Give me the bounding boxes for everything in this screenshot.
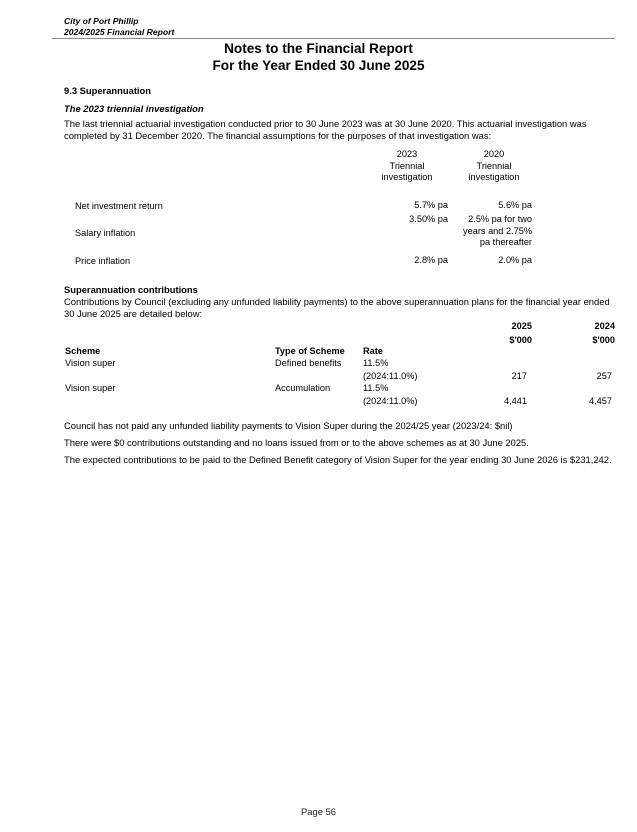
- page-title-line1: Notes to the Financial Report: [224, 41, 413, 56]
- col-2020-year: 2020: [483, 149, 505, 159]
- page-title-line2: For the Year Ended 30 June 2025: [212, 58, 425, 73]
- header-org: City of Port Phillip: [64, 16, 139, 26]
- year-label: 2025: [511, 321, 532, 331]
- section-intro: The last triennial actuarial investigation conducted prior to 30 June 2023 was at 30 June 2020. This actuarial investigation was completed by 31 December 2020. The financial assumptions for the purposes of that investigation was:: [64, 118, 587, 142]
- unit-label: $'000: [592, 334, 615, 345]
- assumption-2020: [440, 214, 532, 249]
- assumption-2020: 5.6% pa: [498, 200, 532, 210]
- table-row-rate-prior: (2024:11.0%): [363, 371, 418, 381]
- col-2023-year: 2023: [396, 149, 418, 159]
- col-rate-header: Rate: [363, 346, 383, 356]
- col-2020-header: [445, 149, 543, 184]
- assumption-2020: 2.0% pa: [498, 255, 532, 265]
- assumption-label: Price inflation: [75, 256, 131, 266]
- header-rule: [52, 38, 615, 39]
- table-row-2025: 217: [511, 371, 527, 381]
- col-2023-header: [358, 149, 456, 184]
- table-row-2025: 4,441: [504, 396, 527, 406]
- assumption-2023: 3.50% pa: [409, 214, 448, 224]
- col-type-header: Type of Scheme: [275, 346, 345, 356]
- assumption-label: Net investment return: [75, 201, 163, 211]
- col-2023-sub: investigation: [381, 172, 433, 182]
- table-row-type: Accumulation: [275, 383, 331, 393]
- assumption-2023: 2.8% pa: [414, 255, 448, 265]
- table-row-scheme: Vision super: [65, 383, 116, 393]
- table-row-rate: 11.5%: [363, 358, 389, 368]
- contributions-intro: Contributions by Council (excluding any unfunded liability payments) to the above superannuation plans for the financial year ended 30 June 2025 are detailed below:: [64, 296, 610, 320]
- note-outstanding: There were $0 contributions outstanding and no loans issued from or to the above schemes as at 30 June 2025.: [64, 437, 529, 448]
- year-2024-header: [555, 321, 615, 346]
- table-row-rate: 11.5%: [363, 383, 389, 393]
- table-row-2024: 257: [596, 371, 612, 381]
- col-scheme-header: Scheme: [65, 346, 101, 356]
- table-row-2024: 4,457: [589, 396, 612, 406]
- note-unfunded: Council has not paid any unfunded liability payments to Vision Super during the 2024/25 year (2023/24: $nil): [64, 420, 513, 431]
- page-number: Page 56: [301, 806, 336, 817]
- assumption-2023: 5.7% pa: [414, 200, 448, 210]
- table-row-type: Defined benefits: [275, 358, 342, 368]
- header-report: 2024/2025 Financial Report: [64, 27, 175, 37]
- table-row-rate-prior: (2024:11.0%): [363, 396, 418, 406]
- year-label: 2024: [594, 321, 615, 331]
- section-subheading: The 2023 triennial investigation: [64, 103, 204, 114]
- col-2020-label: Triennial: [476, 160, 512, 171]
- col-2020-sub: investigation: [468, 172, 520, 182]
- note-expected: The expected contributions to be paid to the Defined Benefit category of Vision Super for the year ending 30 June 2026 is $231,242.: [64, 454, 612, 465]
- assumption-2020-line: pa thereafter: [479, 237, 532, 247]
- year-2025-header: [470, 321, 532, 346]
- assumption-2020-line: 2.5% pa for two: [468, 214, 532, 224]
- assumption-2020-line: years and 2.75%: [463, 225, 532, 236]
- assumption-label: Salary inflation: [75, 228, 136, 238]
- unit-label: $'000: [509, 334, 532, 345]
- table-row-scheme: Vision super: [65, 358, 116, 368]
- section-heading: 9.3 Superannuation: [64, 85, 151, 96]
- col-2023-label: Triennial: [389, 160, 425, 171]
- contributions-heading: Superannuation contributions: [64, 284, 198, 295]
